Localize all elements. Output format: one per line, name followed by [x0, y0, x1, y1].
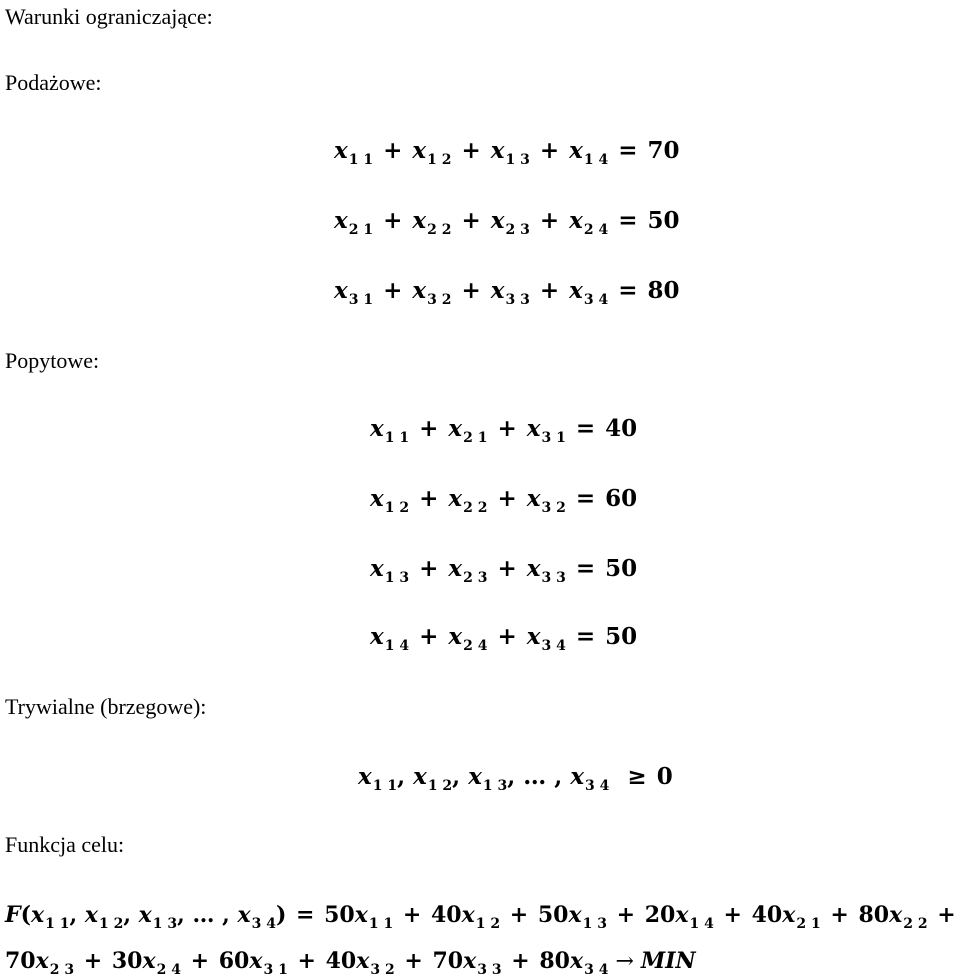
demand-constraint-1: $x_{1 1} + x_{2 1} + x_{3 1} = 40$ — [370, 415, 638, 446]
demand-constraint-4: $x_{1 4} + x_{2 4} + x_{3 4} = 50$ — [370, 623, 638, 654]
supply-heading: Podażowe: — [5, 70, 102, 95]
section-title: Warunki ograniczające: — [5, 4, 213, 29]
supply-constraint-1: $x_{1 1} + x_{1 2} + x_{1 3} + x_{1 4} = 70$ — [334, 137, 680, 168]
nonnegativity-constraint: $x_{1 1}$, $x_{1 2}$, $x_{1 3}$, … , $x_{3 4} \ge 0$ — [358, 763, 673, 794]
demand-constraint-2: $x_{1 2} + x_{2 2} + x_{3 2} = 60$ — [370, 485, 638, 516]
objective-line-2: $70x_{2 3} + 30x_{2 4} + 60x_{3 1} + 40x_{3 2} + 70x_{3 3} + 80x_{3 4}$ → MIN — [5, 948, 696, 978]
demand-constraint-3: $x_{1 3} + x_{2 3} + x_{3 3} = 50$ — [370, 555, 638, 586]
objective-heading: Funkcja celu: — [5, 832, 125, 857]
nonnegativity-heading: Trywialne (brzegowe): — [5, 694, 207, 719]
objective-line-1: $F(x_{1 1}$, $x_{1 2}$, $x_{1 3}$, … , $x_{3 4}) = 50x_{1 1} + 40x_{1 2} + 50x_{1 3} + 20x_{1 4} + 40x_{2 1} + 80x_{2 2}$ + — [5, 902, 956, 932]
supply-constraint-2: $x_{2 1} + x_{2 2} + x_{2 3} + x_{2 4} = 50$ — [334, 207, 680, 238]
supply-constraint-3: $x_{3 1} + x_{3 2} + x_{3 3} + x_{3 4} = 80$ — [334, 277, 680, 308]
demand-heading: Popytowe: — [5, 348, 100, 373]
